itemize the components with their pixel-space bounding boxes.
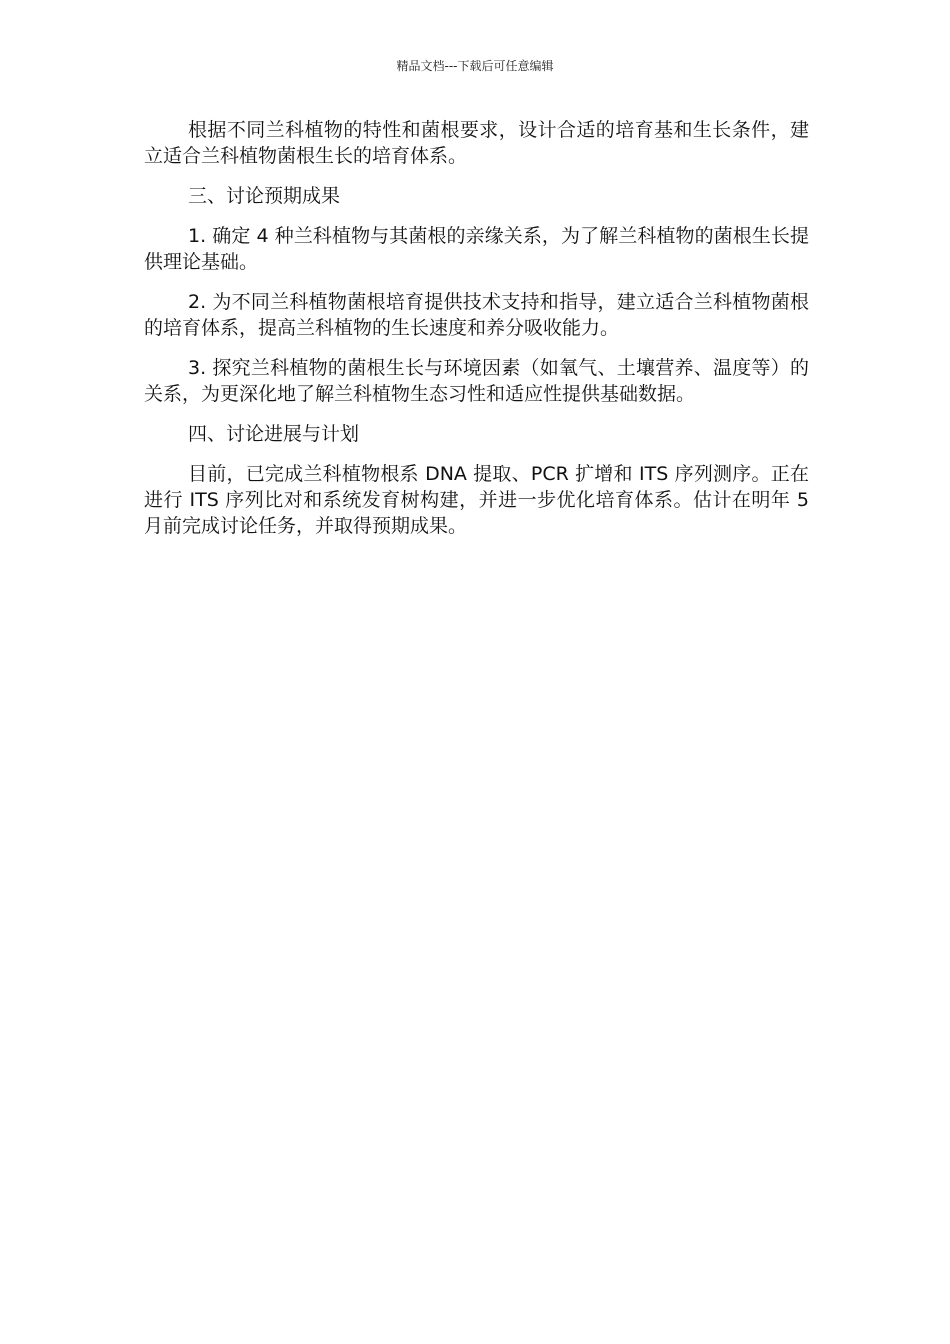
paragraph-culture-system: 根据不同兰科植物的特性和菌根要求，设计合适的培育基和生长条件，建立适合兰科植物菌根生长的培育体系。: [144, 119, 809, 167]
paragraph-result-1: 1. 确定 4 种兰科植物与其菌根的亲缘关系，为了解兰科植物的菌根生长提供理论基础。: [144, 225, 809, 273]
document-body: [144, 117, 809, 553]
page-header: 精品文档---下载后可任意编辑: [396, 59, 554, 73]
section-heading-expected-results: 三、讨论预期成果: [188, 185, 341, 207]
paragraph-result-3: 3. 探究兰科植物的菌根生长与环境因素（如氧气、土壤营养、温度等）的关系，为更深化地了解兰科植物生态习性和适应性提供基础数据。: [144, 357, 809, 405]
section-heading-progress-plan: 四、讨论进展与计划: [188, 423, 360, 445]
paragraph-progress: 目前，已完成兰科植物根系 DNA 提取、PCR 扩增和 ITS 序列测序。正在进行 ITS 序列比对和系统发育树构建，并进一步优化培育体系。估计在明年 5 月前完成讨论任务，并取得预期成果。: [144, 463, 809, 537]
paragraph-result-2: 2. 为不同兰科植物菌根培育提供技术支持和指导，建立适合兰科植物菌根的培育体系，提高兰科植物的生长速度和养分吸收能力。: [144, 291, 809, 339]
